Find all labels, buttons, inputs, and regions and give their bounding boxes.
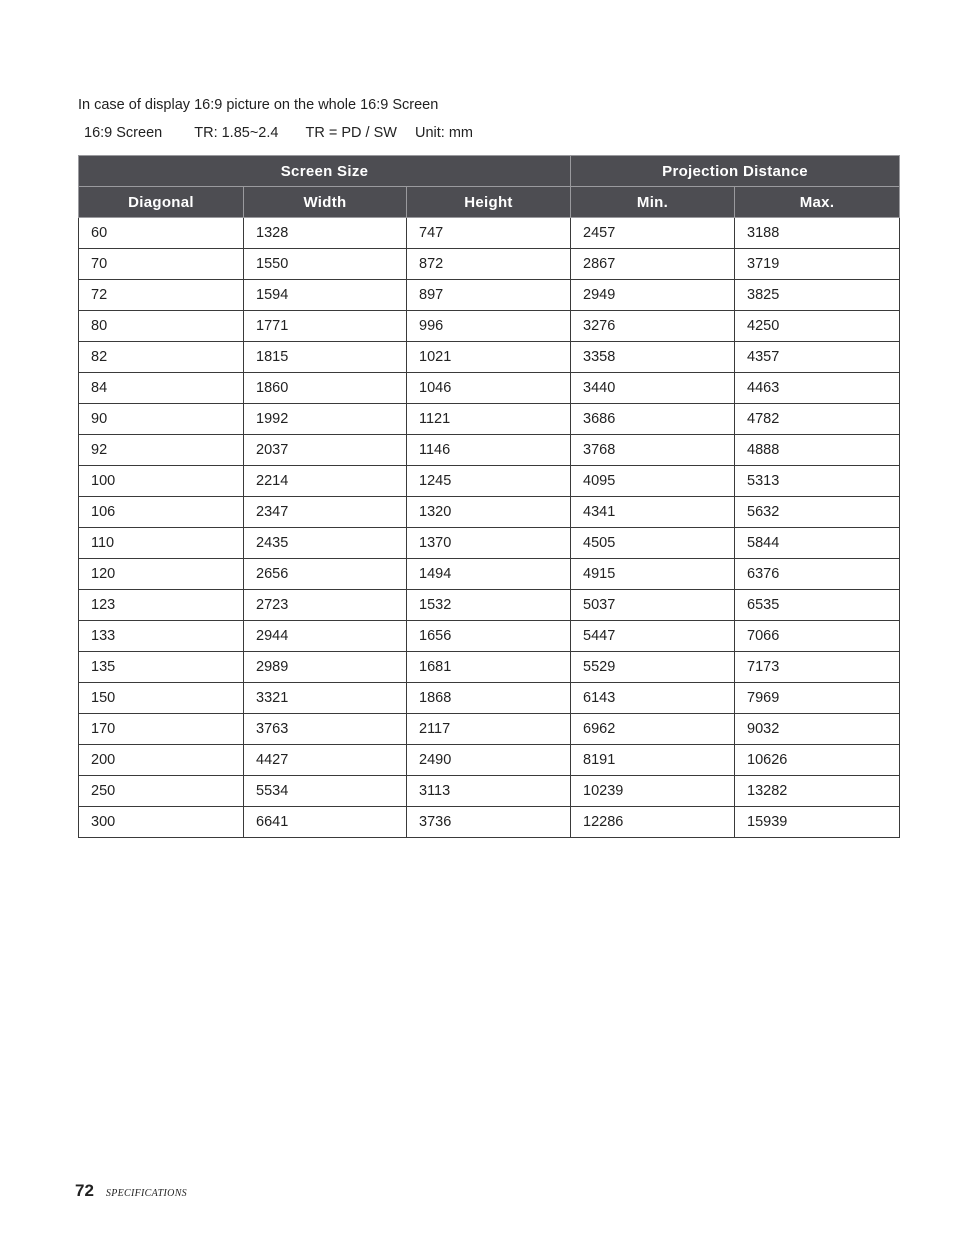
max-header: Max. xyxy=(735,187,900,218)
table-row xyxy=(79,435,900,466)
height-cell: 747 xyxy=(407,218,571,249)
min-distance-cell: 5447 xyxy=(571,621,735,652)
max-distance-cell: 9032 xyxy=(735,714,900,745)
width-cell: 5534 xyxy=(244,776,407,807)
diagonal-cell: 70 xyxy=(79,249,244,280)
height-cell: 996 xyxy=(407,311,571,342)
width-cell: 6641 xyxy=(244,807,407,838)
height-cell: 2117 xyxy=(407,714,571,745)
spec-line xyxy=(84,124,473,142)
table-row xyxy=(79,404,900,435)
diagonal-cell: 135 xyxy=(79,652,244,683)
width-cell: 2944 xyxy=(244,621,407,652)
group-header-row xyxy=(79,156,900,187)
min-distance-cell: 3358 xyxy=(571,342,735,373)
projection-distance-header: Projection Distance xyxy=(571,156,900,187)
min-distance-cell: 4915 xyxy=(571,559,735,590)
min-distance-cell: 3686 xyxy=(571,404,735,435)
diagonal-cell: 92 xyxy=(79,435,244,466)
max-distance-cell: 4888 xyxy=(735,435,900,466)
max-distance-cell: 4357 xyxy=(735,342,900,373)
width-cell: 2989 xyxy=(244,652,407,683)
height-cell: 872 xyxy=(407,249,571,280)
page-footer xyxy=(75,1181,187,1201)
min-distance-cell: 6143 xyxy=(571,683,735,714)
table-row xyxy=(79,652,900,683)
max-distance-cell: 13282 xyxy=(735,776,900,807)
width-cell: 2037 xyxy=(244,435,407,466)
column-header-row xyxy=(79,187,900,218)
height-cell: 1146 xyxy=(407,435,571,466)
min-distance-cell: 5529 xyxy=(571,652,735,683)
diagonal-cell: 84 xyxy=(79,373,244,404)
min-distance-cell: 2949 xyxy=(571,280,735,311)
throw-ratio-label: TR: 1.85~2.4 xyxy=(194,125,279,141)
table-row xyxy=(79,559,900,590)
max-distance-cell: 7066 xyxy=(735,621,900,652)
max-distance-cell: 5632 xyxy=(735,497,900,528)
height-cell: 1681 xyxy=(407,652,571,683)
table-row xyxy=(79,311,900,342)
min-distance-cell: 4505 xyxy=(571,528,735,559)
height-cell: 1656 xyxy=(407,621,571,652)
height-cell: 3736 xyxy=(407,807,571,838)
width-cell: 2214 xyxy=(244,466,407,497)
width-cell: 4427 xyxy=(244,745,407,776)
min-distance-cell: 3768 xyxy=(571,435,735,466)
min-header: Min. xyxy=(571,187,735,218)
screen-ratio-label: 16:9 Screen xyxy=(84,125,163,141)
width-header: Width xyxy=(244,187,407,218)
height-cell: 1868 xyxy=(407,683,571,714)
screen-size-header: Screen Size xyxy=(79,156,571,187)
height-cell: 1370 xyxy=(407,528,571,559)
diagonal-cell: 100 xyxy=(79,466,244,497)
table-row xyxy=(79,714,900,745)
height-cell: 3113 xyxy=(407,776,571,807)
width-cell: 1550 xyxy=(244,249,407,280)
min-distance-cell: 2867 xyxy=(571,249,735,280)
height-cell: 1046 xyxy=(407,373,571,404)
width-cell: 2656 xyxy=(244,559,407,590)
min-distance-cell: 5037 xyxy=(571,590,735,621)
max-distance-cell: 15939 xyxy=(735,807,900,838)
projection-table xyxy=(78,155,900,838)
table-row xyxy=(79,621,900,652)
table-row xyxy=(79,342,900,373)
width-cell: 3763 xyxy=(244,714,407,745)
diagonal-cell: 200 xyxy=(79,745,244,776)
width-cell: 1860 xyxy=(244,373,407,404)
table-row xyxy=(79,683,900,714)
max-distance-cell: 4463 xyxy=(735,373,900,404)
diagonal-cell: 60 xyxy=(79,218,244,249)
table-body xyxy=(79,218,900,838)
height-cell: 1121 xyxy=(407,404,571,435)
table-row xyxy=(79,776,900,807)
width-cell: 1771 xyxy=(244,311,407,342)
max-distance-cell: 6376 xyxy=(735,559,900,590)
min-distance-cell: 3276 xyxy=(571,311,735,342)
diagonal-cell: 106 xyxy=(79,497,244,528)
height-cell: 1245 xyxy=(407,466,571,497)
min-distance-cell: 4341 xyxy=(571,497,735,528)
diagonal-cell: 250 xyxy=(79,776,244,807)
throw-formula-label: TR = PD / SW xyxy=(305,125,397,141)
max-distance-cell: 7173 xyxy=(735,652,900,683)
diagonal-cell: 150 xyxy=(79,683,244,714)
diagonal-cell: 82 xyxy=(79,342,244,373)
width-cell: 2435 xyxy=(244,528,407,559)
height-cell: 897 xyxy=(407,280,571,311)
table-row xyxy=(79,249,900,280)
height-cell: 1320 xyxy=(407,497,571,528)
width-cell: 2723 xyxy=(244,590,407,621)
height-cell: 1021 xyxy=(407,342,571,373)
max-distance-cell: 6535 xyxy=(735,590,900,621)
height-cell: 1494 xyxy=(407,559,571,590)
max-distance-cell: 3719 xyxy=(735,249,900,280)
min-distance-cell: 10239 xyxy=(571,776,735,807)
page-number: 72 xyxy=(75,1181,94,1200)
width-cell: 1328 xyxy=(244,218,407,249)
diagonal-cell: 80 xyxy=(79,311,244,342)
diagonal-cell: 110 xyxy=(79,528,244,559)
table-row xyxy=(79,218,900,249)
intro-text: In case of display 16:9 picture on the whole 16:9 Screen xyxy=(78,97,439,113)
width-cell: 1992 xyxy=(244,404,407,435)
width-cell: 1594 xyxy=(244,280,407,311)
max-distance-cell: 7969 xyxy=(735,683,900,714)
diagonal-cell: 120 xyxy=(79,559,244,590)
table-row xyxy=(79,528,900,559)
diagonal-header: Diagonal xyxy=(79,187,244,218)
table-row xyxy=(79,497,900,528)
min-distance-cell: 8191 xyxy=(571,745,735,776)
width-cell: 1815 xyxy=(244,342,407,373)
table-row xyxy=(79,373,900,404)
diagonal-cell: 170 xyxy=(79,714,244,745)
diagonal-cell: 90 xyxy=(79,404,244,435)
table-row xyxy=(79,466,900,497)
max-distance-cell: 3825 xyxy=(735,280,900,311)
max-distance-cell: 5313 xyxy=(735,466,900,497)
table-row xyxy=(79,745,900,776)
width-cell: 3321 xyxy=(244,683,407,714)
table-row xyxy=(79,280,900,311)
max-distance-cell: 3188 xyxy=(735,218,900,249)
diagonal-cell: 123 xyxy=(79,590,244,621)
table-row xyxy=(79,807,900,838)
height-cell: 2490 xyxy=(407,745,571,776)
max-distance-cell: 4250 xyxy=(735,311,900,342)
max-distance-cell: 5844 xyxy=(735,528,900,559)
min-distance-cell: 3440 xyxy=(571,373,735,404)
max-distance-cell: 10626 xyxy=(735,745,900,776)
width-cell: 2347 xyxy=(244,497,407,528)
min-distance-cell: 6962 xyxy=(571,714,735,745)
table-row xyxy=(79,590,900,621)
diagonal-cell: 72 xyxy=(79,280,244,311)
unit-label: Unit: mm xyxy=(414,125,473,141)
section-title: SPECIFICATIONS xyxy=(105,1188,187,1199)
height-header: Height xyxy=(407,187,571,218)
min-distance-cell: 2457 xyxy=(571,218,735,249)
diagonal-cell: 133 xyxy=(79,621,244,652)
max-distance-cell: 4782 xyxy=(735,404,900,435)
min-distance-cell: 12286 xyxy=(571,807,735,838)
min-distance-cell: 4095 xyxy=(571,466,735,497)
diagonal-cell: 300 xyxy=(79,807,244,838)
height-cell: 1532 xyxy=(407,590,571,621)
